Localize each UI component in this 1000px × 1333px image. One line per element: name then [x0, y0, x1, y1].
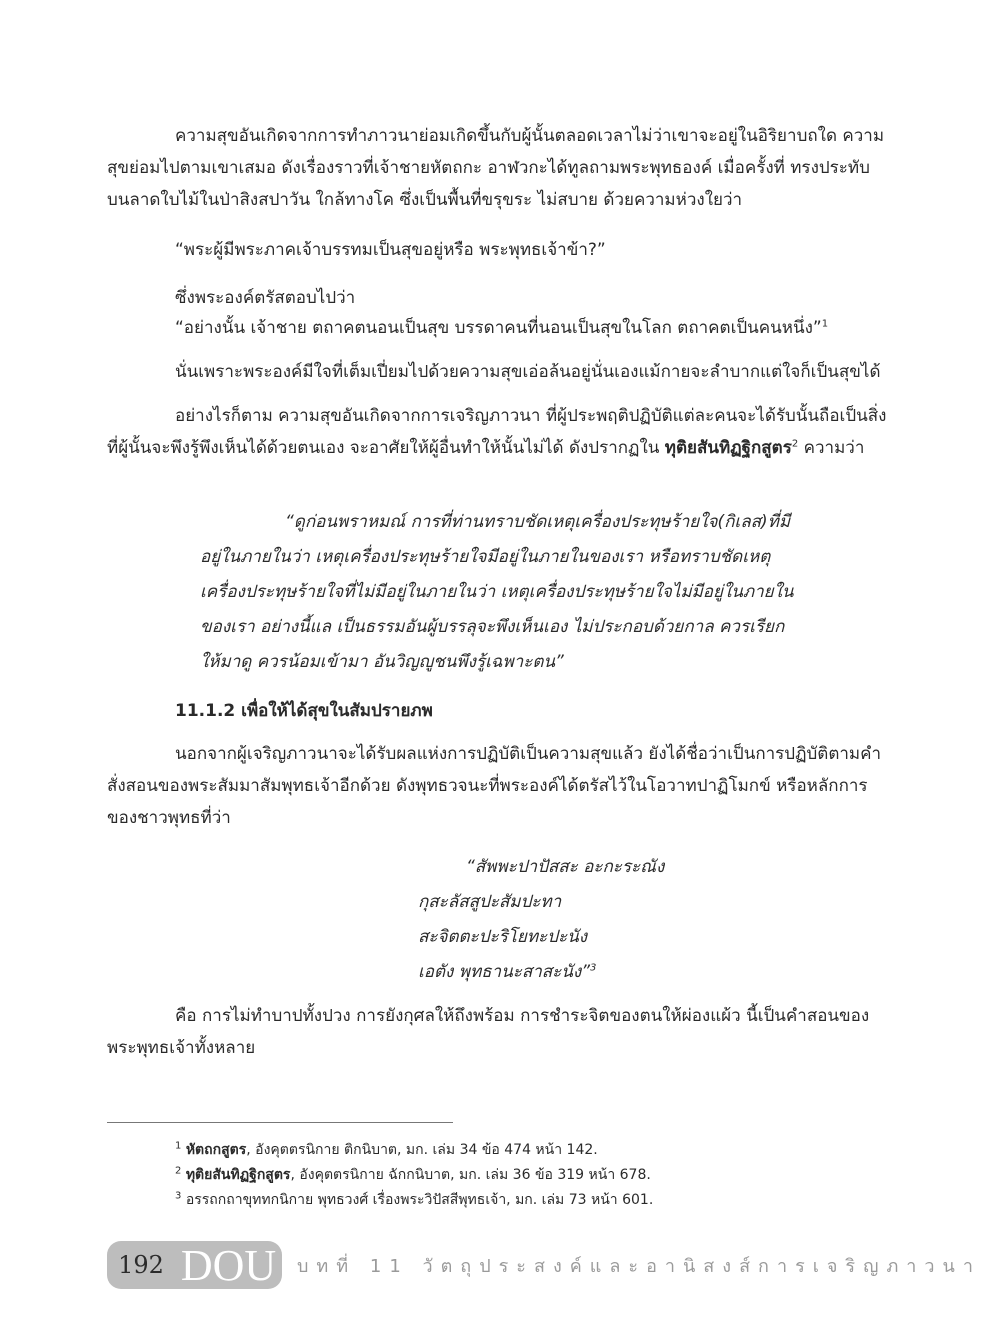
verse-line-4-text: เอตัง พุทธานะสาสะนัง”	[418, 962, 591, 982]
footnote-2-title: ทุติยสันทิฏฐิกสูตร	[185, 1167, 291, 1183]
verse-line-1: “สัพพะปาปัสสะ อะกะระณัง	[466, 857, 665, 877]
chapter-title: บทที่ 11 วัตถุประสงค์และอานิสงส์การเจริญภาวนา	[297, 1256, 981, 1277]
footnote-3-num: 3	[175, 1190, 182, 1202]
paragraph-4-text: อย่างไรก็ตาม ความสุขอันเกิดจากการเจริญภาวนา ที่ผู้ประพฤติปฏิบัติแต่ละคนจะได้รับนั้นถือเป็นสิ่งที่ผู้นั้นจะพึงรู้พึงเห็นได้ด้วยตนเอง จะอาศัยให้ผู้อื่นทำให้นั้นไม่ได้ ดังปรากฏใน	[107, 406, 887, 458]
footnote-2-text: , อังคุตตรนิกาย ฉักกนิบาต, มก. เล่ม 36 ข้อ 319 หน้า 678.	[290, 1167, 651, 1183]
paragraph-3: นั่นเพราะพระองค์มีใจที่เต็มเปี่ยมไปด้วยความสุขเอ่อล้นอยู่นั่นเองแม้กายจะลำบากแต่ใจก็เป็นสุขได้	[175, 362, 881, 382]
paragraph-4-tail: ความว่า	[798, 438, 865, 458]
verse-line-3: สะจิตตะปะริโยทะปะนัง	[418, 927, 588, 947]
verse-line-2: กุสะลัสสูปะสัมปะทา	[418, 892, 562, 912]
footnote-1-text: , อังคุตตรนิกาย ติกนิบาต, มก. เล่ม 34 ข้อ 474 หน้า 142.	[246, 1142, 598, 1158]
footnote-ref-3[interactable]: 3	[590, 962, 597, 974]
footnote-2-num: 2	[175, 1165, 182, 1177]
footnote-3-text: อรรถกถาขุททกนิกาย พุทธวงศ์ เรื่องพระวิปัสสีพุทธเจ้า, มก. เล่ม 73 หน้า 601.	[185, 1192, 654, 1208]
paragraph-6: คือ การไม่ทำบาปทั้งปวง การยังกุศลให้ถึงพร้อม การชำระจิตของตนให้ผ่องแผ้ว นี้เป็นคำสอนของพระพุทธเจ้าทั้งหลาย	[107, 1006, 870, 1058]
quote-answer	[175, 312, 828, 344]
footnote-ref-2[interactable]: 2	[791, 438, 799, 450]
footnote-ref-1[interactable]: 1	[821, 318, 829, 330]
paragraph-5: นอกจากผู้เจริญภาวนาจะได้รับผลแห่งการปฏิบัติเป็นความสุขแล้ว ยังได้ชื่อว่าเป็นการปฏิบัติตามคำสั่งสอนของพระสัมมาสัมพุทธเจ้าอีกด้วย ดังพุทธวจนะที่พระองค์ได้ตรัสไว้ในโอวาทปาฏิโมกข์ หรือหลักการของชาวพุทธที่ว่า	[107, 744, 882, 828]
page-footer	[107, 1241, 981, 1290]
sutta-name: ทุติยสันทิฏฐิกสูตร	[664, 438, 792, 458]
footnote-3	[175, 1189, 653, 1211]
section-heading: 11.1.2 เพื่อให้ได้สุขในสัมปรายภพ	[175, 701, 433, 721]
page-number: 192	[107, 1241, 175, 1289]
paragraph-4	[107, 400, 887, 464]
quote-block: “ดูก่อนพราหมณ์ การที่ท่านทราบชัดเหตุเครื่องประทุษร้ายใจ(กิเลส)ที่มีอยู่ในภายในว่า เหตุเครื่องประทุษร้ายใจมีอยู่ในภายในของเรา หรือทราบชัดเหตุเครื่องประทุษร้ายใจที่ไม่มีอยู่ในภายในว่า เหตุเครื่องประทุษร้ายใจไม่มีอยู่ในภายในของเรา อย่างนี้แล เป็นธรรมอันผู้บรรลุจะพึงเห็นเอง ไม่ประกอบด้วยกาล ควรเรียกให้มาดู ควรน้อมเข้ามา อันวิญญูชนพึงรู้เฉพาะตน”	[200, 512, 794, 672]
quote-question: “พระผู้มีพระภาคเจ้าบรรทมเป็นสุขอยู่หรือ พระพุทธเจ้าข้า?”	[175, 240, 606, 260]
quote-answer-text: “อย่างนั้น เจ้าชาย ตถาคตนอนเป็นสุข บรรดาคนที่นอนเป็นสุขในโลก ตถาคตเป็นคนหนึ่ง”	[175, 318, 822, 338]
verse-line-4	[418, 958, 596, 985]
paragraph-2: ซึ่งพระองค์ตรัสตอบไปว่า	[175, 288, 356, 308]
footnote-divider	[107, 1122, 453, 1123]
dou-logo: DOU	[175, 1241, 282, 1289]
footnote-1-title: หัตถกสูตร	[185, 1142, 247, 1158]
footnote-2	[175, 1164, 651, 1186]
paragraph-1: ความสุขอันเกิดจากการทำภาวนาย่อมเกิดขึ้นกับผู้นั้นตลอดเวลาไม่ว่าเขาจะอยู่ในอิริยาบถใด ความสุขย่อมไปตามเขาเสมอ ดังเรื่องราวที่เจ้าชายหัตถกะ อาฬวกะได้ทูลถามพระพุทธองค์ เมื่อครั้งที่ ทรงประทับบนลาดใบไม้ในป่าสิงสปาวัน ใกล้ทางโค ซึ่งเป็นพื้นที่ขรุขระ ไม่สบาย ด้วยความห่วงใยว่า	[107, 126, 885, 210]
footnote-1	[175, 1139, 598, 1161]
footnote-1-num: 1	[175, 1140, 182, 1152]
